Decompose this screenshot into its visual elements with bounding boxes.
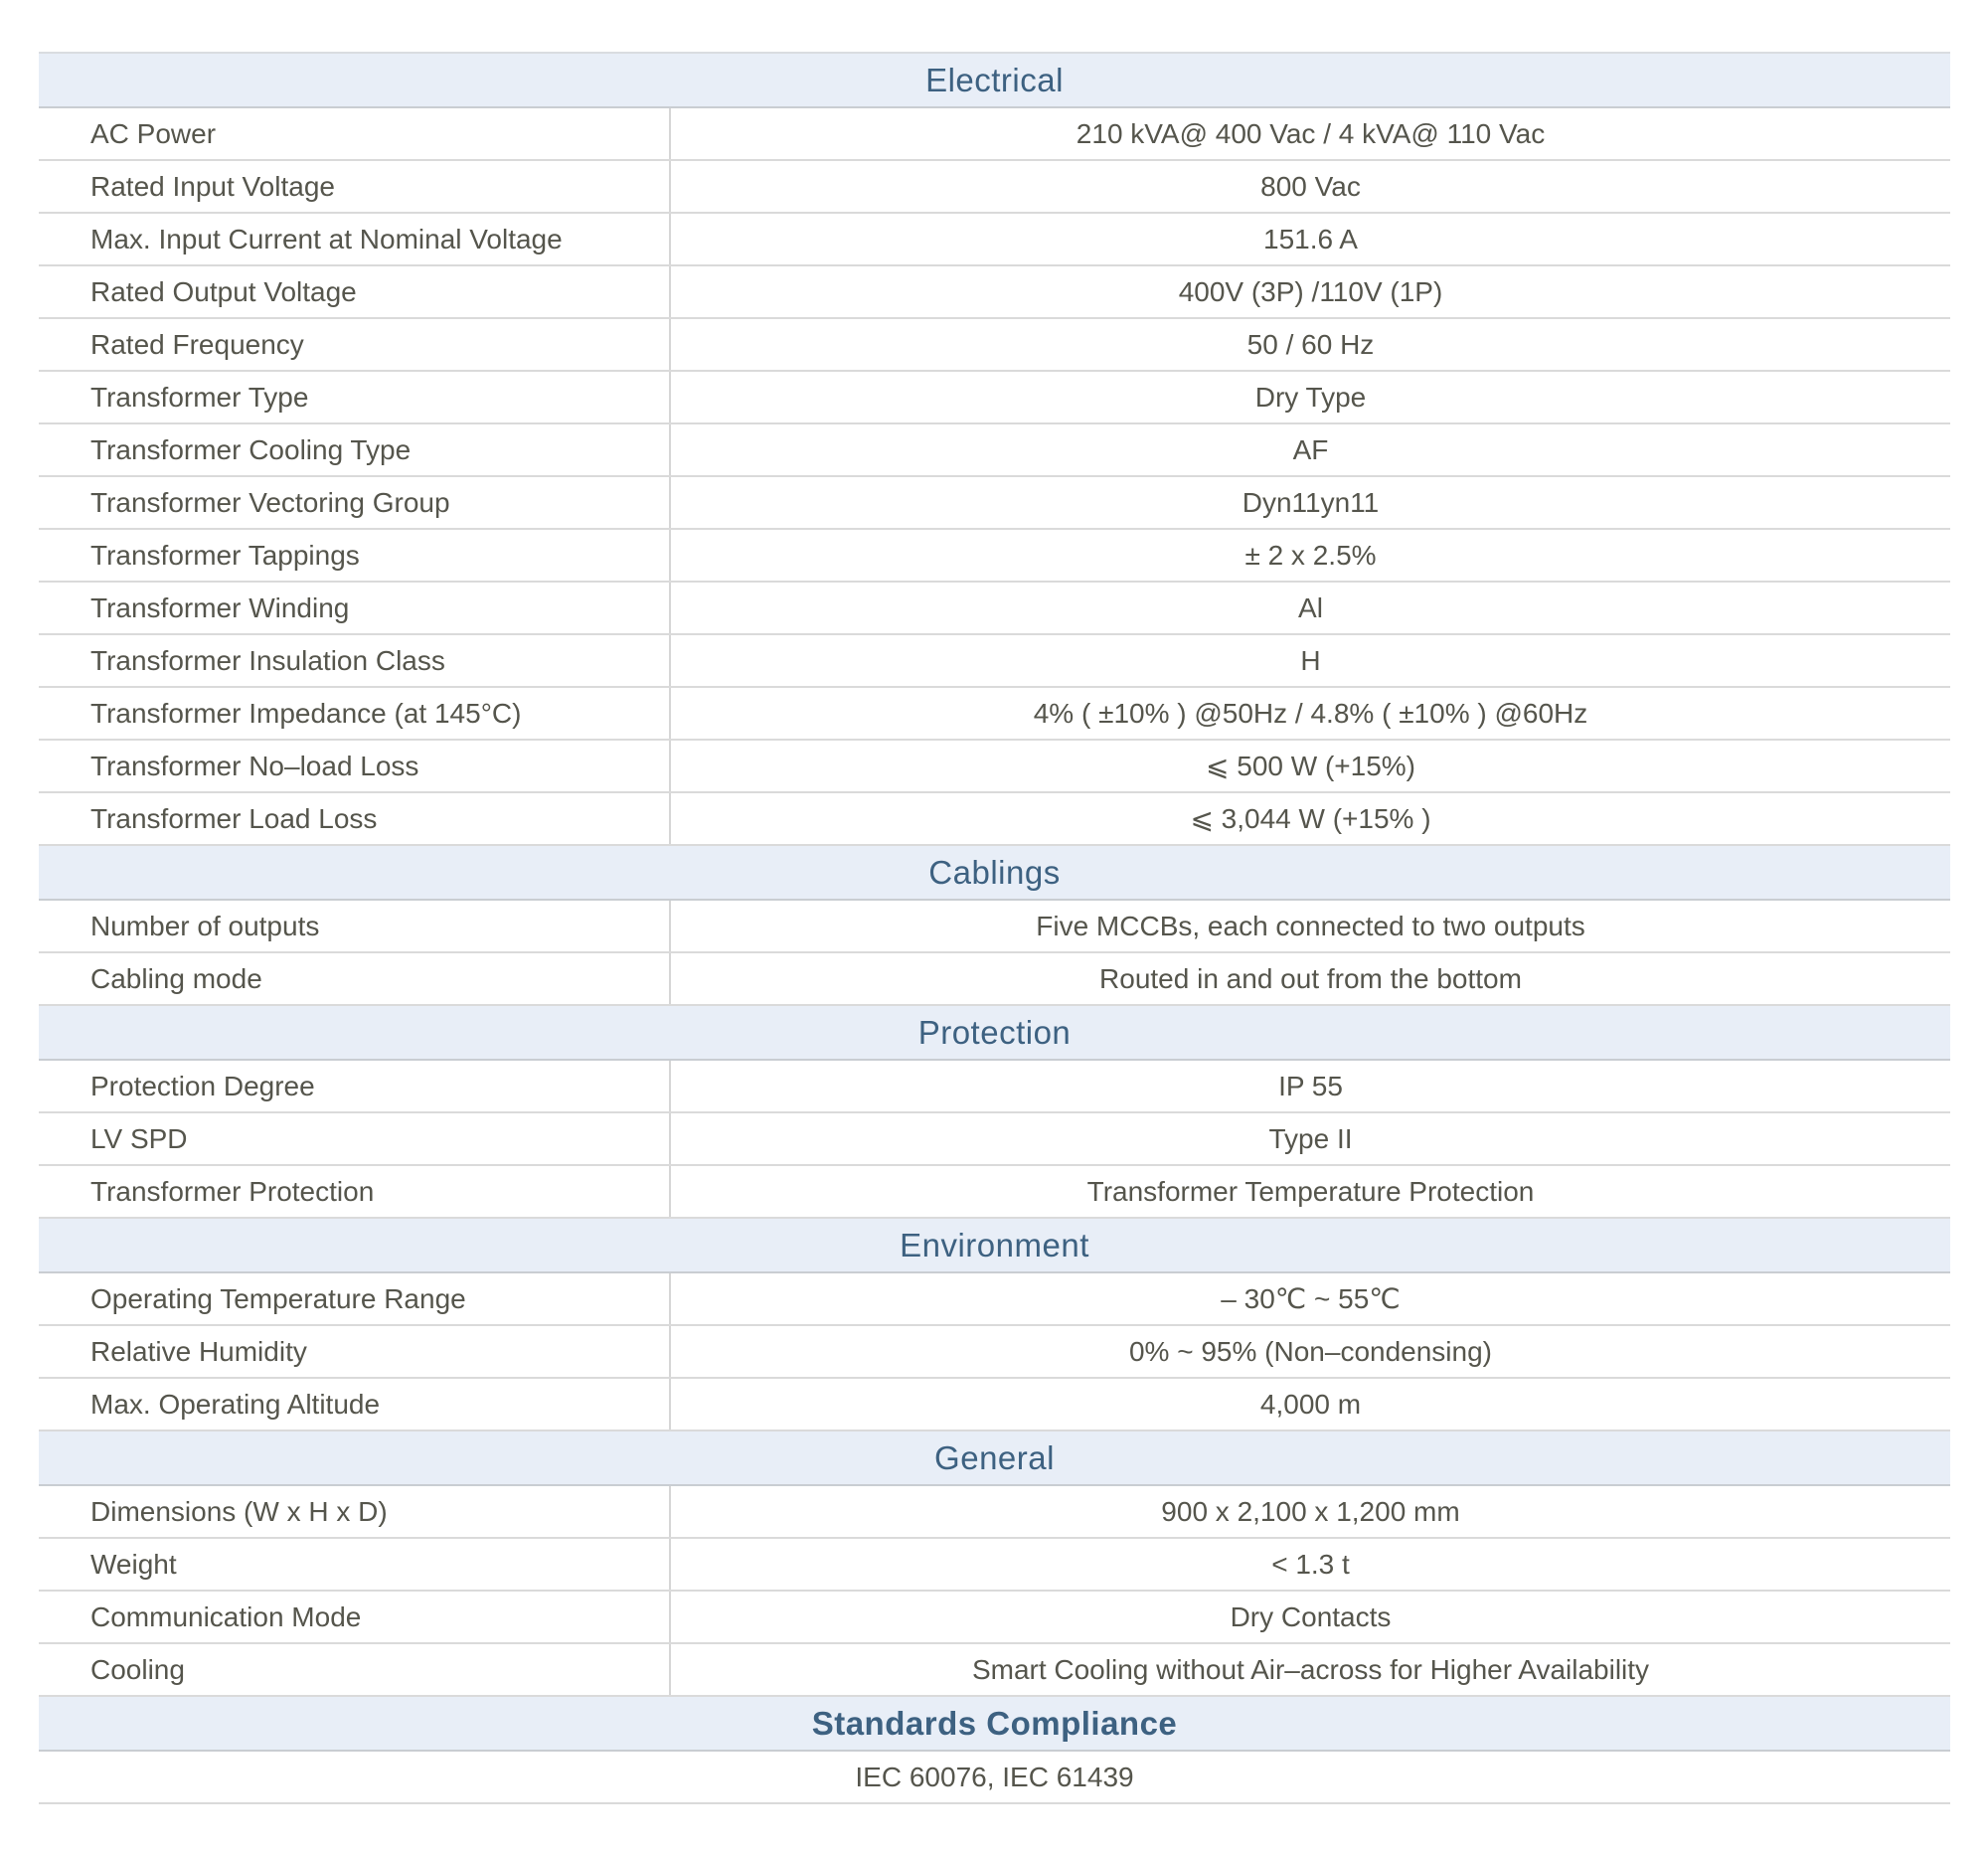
row-value-cell [671, 372, 1950, 422]
row-value-cell [671, 266, 1950, 317]
row-value-cell [671, 319, 1950, 370]
section-header-environment [39, 1219, 1950, 1273]
row-value-cell [671, 583, 1950, 633]
row-label-cell [39, 1061, 671, 1111]
row-label: Rated Input Voltage [90, 170, 335, 202]
section-header-protection [39, 1006, 1950, 1061]
row-label: Max. Input Current at Nominal Voltage [90, 223, 563, 254]
row-value-cell [671, 214, 1950, 264]
row-label-cell [39, 793, 671, 844]
row-label-cell [39, 583, 671, 633]
table-row [39, 214, 1950, 266]
table-row [39, 1752, 1950, 1804]
row-value: 50 / 60 Hz [1246, 328, 1375, 360]
row-value-cell [671, 530, 1950, 581]
table-row [39, 161, 1950, 214]
row-label: Number of outputs [90, 910, 320, 941]
row-label-cell [39, 1644, 671, 1695]
row-label: AC Power [90, 117, 217, 149]
table-row [39, 1166, 1950, 1219]
table-row [39, 1273, 1950, 1326]
table-row [39, 901, 1950, 953]
row-value-cell [671, 901, 1950, 951]
row-value: 0% ~ 95% (Non–condensing) [1128, 1335, 1492, 1367]
table-row [39, 372, 1950, 424]
section-title: Cablings [928, 853, 1061, 891]
row-label-cell [39, 372, 671, 422]
row-value: Five MCCBs, each connected to two outputs [1036, 910, 1585, 941]
row-value-cell [671, 793, 1950, 844]
row-label: Transformer Vectoring Group [90, 486, 450, 518]
row-label: Transformer Impedance (at 145°C) [90, 697, 522, 729]
table-row [39, 477, 1950, 530]
table-row [39, 1539, 1950, 1592]
row-label-cell [39, 953, 671, 1004]
row-label: Transformer Tappings [90, 539, 360, 571]
row-label-cell [39, 477, 671, 528]
row-value: Dyn11yn11 [1242, 486, 1380, 518]
row-label: Weight [90, 1548, 177, 1580]
row-label-cell [39, 901, 671, 951]
row-value: < 1.3 t [1271, 1548, 1350, 1580]
section-title: Protection [917, 1013, 1072, 1051]
section-header-cablings [39, 846, 1950, 901]
row-value: 900 x 2,100 x 1,200 mm [1161, 1495, 1460, 1527]
row-value: ⩽ 3,044 W (+15% ) [1190, 803, 1431, 834]
row-label: Operating Temperature Range [90, 1282, 466, 1314]
table-row [39, 688, 1950, 741]
row-label: LV SPD [90, 1122, 188, 1154]
row-label: Transformer Insulation Class [90, 644, 445, 676]
row-value-cell [671, 1486, 1950, 1537]
row-label: Dimensions (W x H x D) [90, 1495, 388, 1527]
row-label: Transformer Load Loss [90, 802, 378, 834]
row-value-cell [671, 424, 1950, 475]
row-label-cell [39, 319, 671, 370]
section-title: Environment [900, 1226, 1089, 1263]
row-label: Relative Humidity [90, 1335, 307, 1367]
row-value: Dry Contacts [1230, 1600, 1392, 1632]
row-label-cell [39, 266, 671, 317]
row-value-cell [671, 688, 1950, 739]
row-value-cell [671, 953, 1950, 1004]
row-label-cell [39, 1379, 671, 1430]
section-header-electrical [39, 52, 1950, 108]
table-row [39, 583, 1950, 635]
row-value: 151.6 A [1263, 223, 1358, 254]
row-value-cell [671, 1592, 1950, 1642]
row-value-cell [671, 1273, 1950, 1324]
row-label-cell [39, 1273, 671, 1324]
row-value: H [1300, 644, 1321, 676]
table-row [39, 635, 1950, 688]
row-value-cell [671, 477, 1950, 528]
row-value: Smart Cooling without Air–across for Higher Availability [971, 1653, 1650, 1685]
row-value: – 30℃ ~ 55℃ [1221, 1283, 1401, 1314]
spec-table [39, 52, 1950, 1804]
row-label-cell [39, 635, 671, 686]
row-value-cell [671, 1379, 1950, 1430]
row-value: ⩽ 500 W (+15%) [1206, 751, 1415, 781]
row-label: Rated Output Voltage [90, 275, 357, 307]
row-label: Transformer Winding [90, 591, 350, 623]
row-value-cell [671, 1644, 1950, 1695]
table-row [39, 266, 1950, 319]
row-label-cell [39, 108, 671, 159]
row-value: AF [1292, 433, 1329, 465]
row-value: 4% ( ±10% ) @50Hz / 4.8% ( ±10% ) @60Hz [1033, 697, 1588, 729]
table-row [39, 1486, 1950, 1539]
row-value-cell [671, 161, 1950, 212]
table-row [39, 793, 1950, 846]
row-label: Rated Frequency [90, 328, 304, 360]
row-value: 800 Vac [1260, 170, 1361, 202]
row-label-cell [39, 688, 671, 739]
row-label: Communication Mode [90, 1600, 362, 1632]
section-title: Standards Compliance [811, 1704, 1178, 1742]
row-label-cell [39, 1539, 671, 1590]
row-value: 4,000 m [1259, 1388, 1362, 1420]
table-row [39, 1379, 1950, 1431]
row-value-cell [671, 1166, 1950, 1217]
row-label-cell [39, 1592, 671, 1642]
table-row [39, 1592, 1950, 1644]
row-label-cell [39, 741, 671, 791]
table-row [39, 1113, 1950, 1166]
row-value-cell [671, 635, 1950, 686]
table-row [39, 424, 1950, 477]
row-value: Dry Type [1254, 381, 1367, 413]
table-row [39, 953, 1950, 1006]
row-value-cell [39, 1752, 1950, 1802]
row-value: Al [1298, 591, 1323, 623]
row-value: 210 kVA@ 400 Vac / 4 kVA@ 110 Vac [1076, 117, 1546, 149]
row-label-cell [39, 1113, 671, 1164]
row-value-cell [671, 108, 1950, 159]
row-label-cell [39, 1486, 671, 1537]
table-row [39, 108, 1950, 161]
row-label: Transformer No–load Loss [90, 750, 419, 781]
table-row [39, 530, 1950, 583]
row-label: Cabling mode [90, 962, 262, 994]
row-value: IEC 60076, IEC 61439 [855, 1761, 1134, 1792]
row-value: Transformer Temperature Protection [1086, 1175, 1535, 1207]
section-header-standards-compliance [39, 1697, 1950, 1752]
table-row [39, 741, 1950, 793]
row-value: Routed in and out from the bottom [1099, 962, 1522, 994]
row-value-cell [671, 741, 1950, 791]
section-title: General [934, 1438, 1055, 1476]
row-value: ± 2 x 2.5% [1244, 539, 1377, 571]
section-title: Electrical [925, 61, 1064, 98]
row-label: Transformer Protection [90, 1175, 375, 1207]
row-label: Max. Operating Altitude [90, 1388, 381, 1420]
row-label: Cooling [90, 1653, 185, 1685]
row-label-cell [39, 161, 671, 212]
table-row [39, 1061, 1950, 1113]
row-value-cell [671, 1113, 1950, 1164]
table-row [39, 1326, 1950, 1379]
row-value-cell [671, 1061, 1950, 1111]
row-value: Type II [1268, 1122, 1353, 1154]
row-label: Protection Degree [90, 1070, 315, 1101]
row-label-cell [39, 1166, 671, 1217]
table-row [39, 1644, 1950, 1697]
row-label: Transformer Type [90, 381, 309, 413]
row-value-cell [671, 1539, 1950, 1590]
section-header-general [39, 1431, 1950, 1486]
row-label: Transformer Cooling Type [90, 433, 412, 465]
row-label-cell [39, 214, 671, 264]
row-value: 400V (3P) /110V (1P) [1178, 275, 1443, 307]
table-row [39, 319, 1950, 372]
row-value: IP 55 [1278, 1070, 1343, 1101]
row-label-cell [39, 424, 671, 475]
row-label-cell [39, 1326, 671, 1377]
row-value-cell [671, 1326, 1950, 1377]
row-label-cell [39, 530, 671, 581]
